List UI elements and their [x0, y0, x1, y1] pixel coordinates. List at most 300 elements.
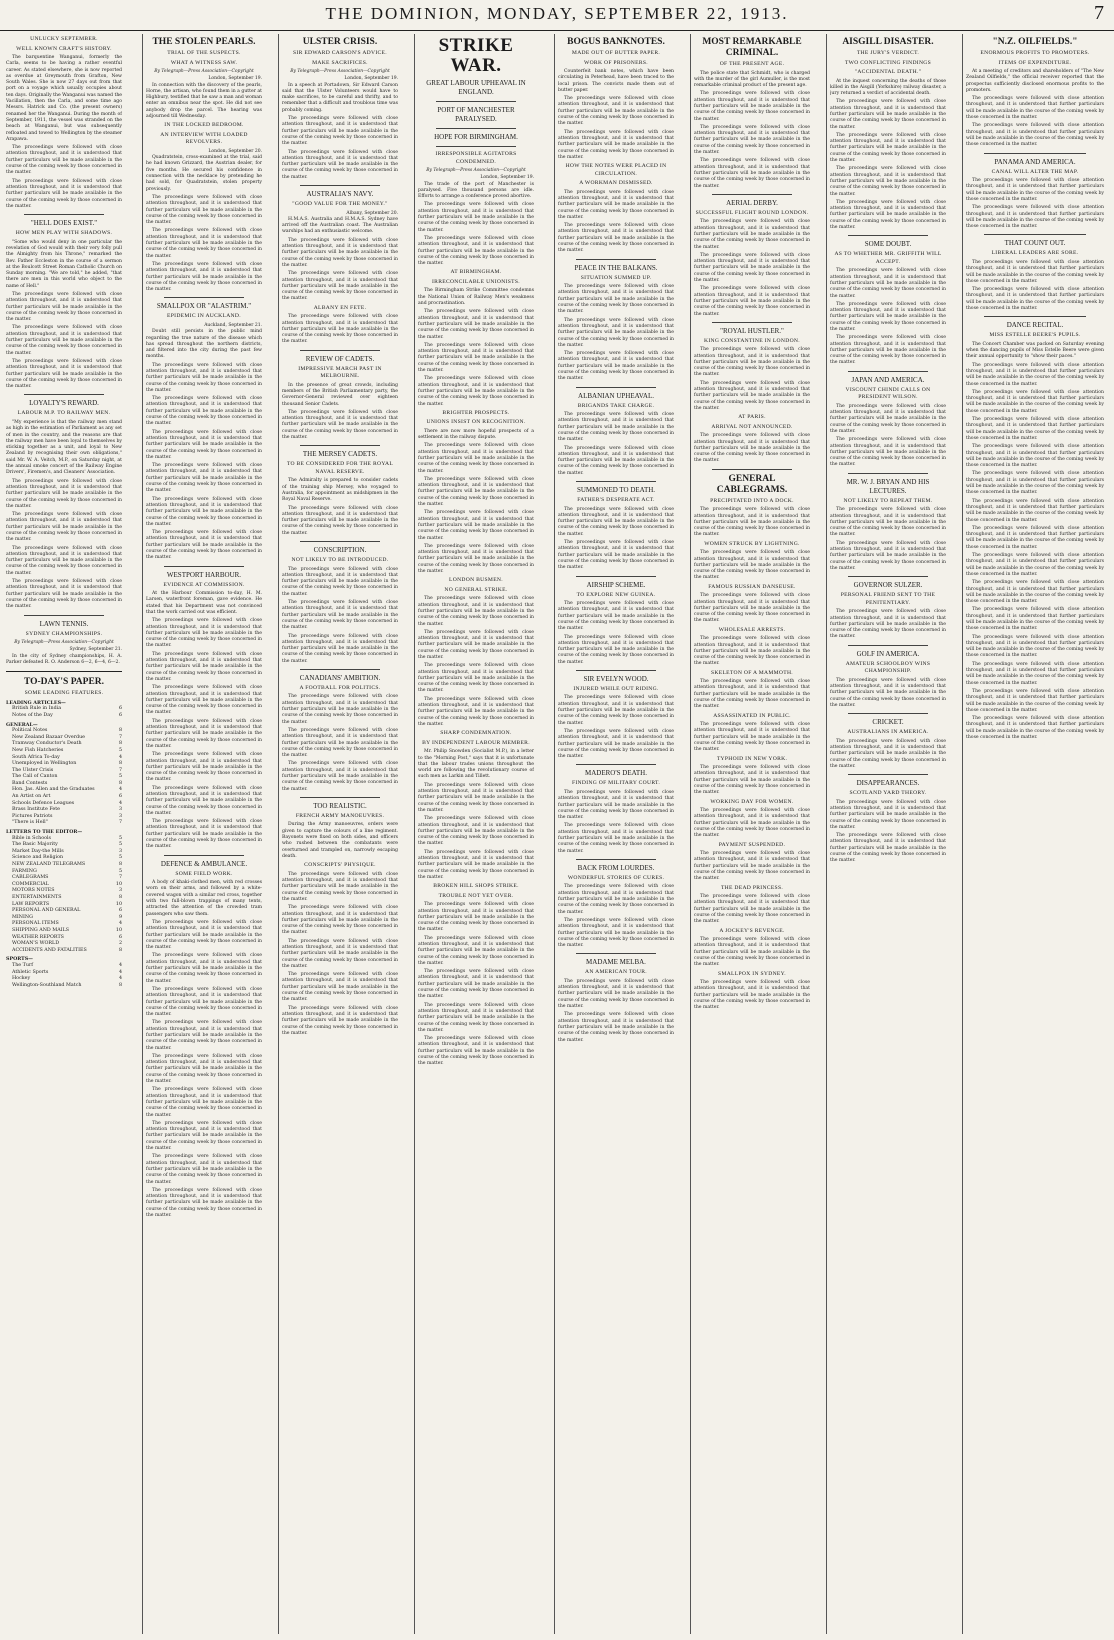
subheadline: PORT OF MANCHESTER PARALYSED. [437, 106, 515, 123]
article-text: The proceedings were followed with close attention throughout, and it is understood that further particulars will be made available in the course of the coming week by those concerned in the matter. [146, 396, 262, 427]
article-text: The proceedings were followed with close attention throughout, and it is understood that further particulars will be made available in the course of the coming week by those concerned in the matter. [966, 688, 1104, 713]
divider [712, 194, 792, 195]
contents-label: Band Contests [12, 780, 48, 786]
headline: AIRSHIP SCHEME. [586, 580, 646, 589]
divider [576, 576, 656, 577]
headline: SUMMONED TO DEATH. [576, 486, 656, 495]
article-text: The proceedings were followed with close attention throughout, and it is understood that further particulars will be made available in the course of the coming week by those concerned in the matter. [830, 507, 946, 538]
headline: LAWN TENNIS. [39, 619, 89, 628]
contents-row [6, 774, 122, 781]
contents-label: PERSONAL AND GENERAL [12, 908, 81, 914]
article-text: In the presence of great crowds, including members of the British Parliamentary party, the Governor-General reviewed over eighteen thousand Senior Cadets. [282, 382, 398, 407]
column-rule [414, 34, 415, 1634]
article-text: Mr. Philip Snowden (Socialist M.P.), in a letter to the "Morning Post," says that it is unfortunate that the labour trades unions throughout the world are following the revolutionary course of such men as Larkin and Tillett. [418, 749, 534, 780]
article-text: The proceedings were followed with close attention throughout, and it is understood that further particulars will be made available in the course of the coming week by those concerned in the matter. [146, 463, 262, 494]
contents-row [6, 948, 122, 955]
subheadline: SMALLPOX IN SYDNEY. [718, 970, 786, 977]
article-text: The proceedings were followed with close attention throughout, and it is understood that further particulars will be made available in the course of the coming week by those concerned in the matter. [558, 728, 674, 760]
headline: THE STOLEN PEARLS. [152, 37, 256, 47]
subheadline: WORK OF PRISONERS. [584, 59, 648, 66]
article-text: The proceedings were followed with close attention throughout, and it is understood that further particulars will be made available in the course of the coming week by those concerned in the matter. [146, 1087, 262, 1118]
contents-page: 5 [118, 868, 122, 874]
headline: PANAMA AND AMERICA. [994, 157, 1076, 166]
article-text: The proceedings were followed with close attention throughout, and it is understood that further particulars will be made available in the course of the coming week by those concerned in the matter. [694, 980, 810, 1011]
contents-label: NEW ZEALAND TELEGRAMS [12, 862, 86, 867]
article-text: The proceedings were followed with close attention throughout, and it is understood that further particulars will be made available in the course of the coming week by those concerned in the matter. [830, 437, 946, 468]
divider [24, 214, 104, 215]
article-text: The proceedings were followed with close attention throughout, and it is understood that further particulars will be made available in the course of the coming week by those concerned in the matter. [694, 765, 810, 796]
article-text: The proceedings were followed with close attention throughout, and it is understood that further particulars will be made available in the course of the coming week by those concerned in the matter. [830, 677, 946, 708]
article-text: The proceedings were followed with close attention throughout, and it is understood that further particulars will be made available in the course of the coming week by those concerned in the matter. [558, 317, 674, 348]
article-text: The proceedings were followed with close attention throughout, and it is understood that further particulars will be made available in the course of the coming week by those concerned in the matter. [558, 351, 674, 382]
article-text: The proceedings were followed with close attention throughout, and it is understood that further particulars will be made available in the course of the coming week by those concerned in the matter. [282, 505, 398, 536]
subheadline: EVIDENCE AT COMMISSION. [163, 581, 245, 588]
dateline: London, September 19. [480, 175, 534, 181]
headline: WESTPORT HARBOUR. [166, 570, 242, 579]
divider [300, 797, 380, 798]
article-text: The proceedings were followed with close attention throughout, and it is understood that further particulars will be made available in the course of the coming week by those concerned in the matter. [146, 194, 262, 226]
subheadline: SITUATION SUMMED UP. [580, 274, 652, 281]
subheadline: CANAL WILL ALTER THE MAP. [991, 168, 1079, 175]
article-text: The proceedings were followed with close attention throughout, and it is understood that further particulars will be made available in the course of the coming week by those concerned in the matter. [6, 292, 122, 323]
subheadline: TO BE CONSIDERED FOR THE ROYAL NAVAL RESERVE. [286, 461, 394, 475]
headline: REVIEW OF CADETS. [305, 354, 375, 363]
subheadline: WONDERFUL STORIES OF CURES. [567, 874, 665, 881]
article-text: The proceedings were followed with close attention throughout, and it is understood that further particulars will be made available in the course of the coming week by those concerned in the matter. [830, 738, 946, 769]
subheadline: MAKE SACRIFICES. [312, 59, 368, 66]
article-text: The proceedings were followed with close attention throughout, and it is understood that further particulars will be made available in the course of the coming week by those concerned in the matter. [6, 325, 122, 356]
contents-page: 8 [118, 728, 122, 734]
article-text: The proceedings were followed with close attention throughout, and it is understood that further particulars will be made available in the course of the coming week by those concerned in the matter. [694, 636, 810, 667]
article-text: In a speech at Portadown, Sir Edward Carson said that the Ulster Volunteers would have to make sacrifices, to be careful and thrifty, and to remember that a difficult and troublous time was probably coming. [282, 82, 398, 113]
contents-label: Bible in Schools [12, 835, 52, 841]
article-text: The proceedings were followed with close attention throughout, and it is understood that further particulars will be made available in the course of the coming week by those concerned in the matter. [418, 202, 534, 233]
contents-label: The Call of Canton [12, 774, 58, 780]
subheadline: PAYMENT SUSPENDED. [718, 841, 786, 848]
contents-row [6, 956, 122, 963]
contents-label: LETTERS TO THE EDITOR— [6, 829, 83, 836]
contents-page: 5 [118, 842, 122, 848]
contents-row [6, 983, 122, 990]
contents-page: 10 [115, 927, 122, 933]
contents-title: TO-DAY'S PAPER. [23, 677, 105, 688]
divider [848, 713, 928, 714]
article-text: The proceedings were followed with close attention throughout, and it is understood that further particulars will be made available in the course of the coming week by those concerned in the matter. [558, 884, 674, 915]
subheadline: KING CONSTANTINE IN LONDON. [704, 337, 800, 344]
contents-page: 3 [118, 888, 122, 894]
article-text: The proceedings were followed with close attention throughout, and it is understood that further particulars will be made available in the course of the coming week by those concerned in the matter. [418, 376, 534, 407]
contents-label: FARMING [12, 868, 37, 874]
subheadline: AS TO WHETHER MR. GRIFFITH WILL ACCEPT. [834, 251, 942, 265]
contents-page: 9 [118, 914, 122, 920]
subheadline: HOPE FOR BIRMINGHAM. [434, 133, 518, 141]
article-text: The proceedings were followed with close attention throughout, and it is understood that further particulars will be made available in the course of the coming week by those concerned in the matter. [418, 935, 534, 966]
headline: MOST REMARKABLE CRIMINAL. [702, 37, 802, 58]
subheadline: TWO CONFLICTING FINDINGS [844, 59, 932, 66]
subheadline: PERSONAL FRIEND SENT TO THE PENITENTIARY. [840, 592, 936, 606]
article-text: The Concert Chamber was packed on Saturday evening when the dancing pupils of Miss Estelle Beere were given their annual opportunity to "show their paces." [966, 341, 1104, 360]
article-text: The proceedings were followed with close attention throughout, and it is understood that further particulars will be made available in the course of the coming week by those concerned in the matter. [830, 540, 946, 571]
article-text: The proceedings were followed with close attention throughout, and it is understood that further particulars will be made available in the course of the coming week by those concerned in the matter. [694, 158, 810, 189]
headline: JAPAN AND AMERICA. [851, 375, 925, 384]
article-text: The proceedings were followed with close attention throughout, and it is understood that further particulars will be made available in the course of the coming week by those concerned in the matter. [694, 286, 810, 317]
subheadline: LIBERAL LEADERS ARE SORE. [991, 250, 1079, 257]
subheadline: LONDON BUSMEN. [449, 577, 503, 584]
article-text: The proceedings were followed with close attention throughout, and it is understood that further particulars will be made available in the course of the coming week by those concerned in the matter. [146, 618, 262, 649]
article-text: The proceedings were followed with close attention throughout, and it is understood that further particulars will be made available in the course of the coming week by those concerned in the matter. [146, 718, 262, 749]
article-text: The proceedings were followed with close attention throughout, and it is understood that further particulars will be made available in the course of the coming week by those concerned in the matter. [6, 145, 122, 176]
article-text: The proceedings were followed with close attention throughout, and it is understood that further particulars will be made available in the course of the coming week by those concerned in the matter. [694, 550, 810, 581]
divider [300, 541, 380, 542]
headline: AERIAL DERBY. [726, 198, 778, 207]
masthead [0, 0, 1114, 31]
article-text: In connection with the discovery of the pearls, Horne, the artisan, who found them in a gutter at Highbury, testified that he saw a man and woman enter an omnibus near the spot. He did not see anybody drop the parcel. The hearing was adjourned till Wednesday. [146, 82, 262, 120]
article-text: The proceedings were followed with close attention throughout, and it is understood that further particulars will be made available in the course of the coming week by those concerned in the matter. [146, 819, 262, 850]
divider [712, 469, 792, 470]
contents-label: ACCIDENTS AND FATALITIES [12, 947, 87, 953]
article-text: The proceedings were followed with close attention throughout, and it is understood that further particulars will be made available in the course of the coming week by those concerned in the matter. [282, 727, 398, 759]
article-text: The proceedings were followed with close attention throughout, and it is understood that further particulars will be made available in the course of the coming week by those concerned in the matter. [146, 1053, 262, 1085]
divider [164, 297, 244, 298]
article-text: The proceedings were followed with close attention throughout, and it is understood that further particulars will be made available in the course of the coming week by those concerned in the matter. [282, 116, 398, 147]
article-text: The proceedings were followed with close attention throughout, and it is understood that further particulars will be made available in the course of the coming week by those concerned in the matter. [418, 543, 534, 575]
contents-row [6, 908, 122, 915]
headline: "N.Z. OILFIELDS." [992, 37, 1078, 47]
article-text: The proceedings were followed with close attention throughout, and it is understood that further particulars will be made available in the course of the coming week by those concerned in the matter. [694, 679, 810, 710]
subheadline: AT BIRMINGHAM. [450, 269, 502, 276]
subheadline: LABOUR M.P. TO RAILWAY MEN. [17, 410, 111, 417]
headline: BOGUS BANKNOTES. [567, 37, 665, 47]
contents-row [6, 976, 122, 983]
subheadline: ARRIVAL NOT ANNOUNCED. [711, 423, 793, 430]
subheadline: NOT LIKELY TO BE INTRODUCED. [291, 557, 389, 564]
byline: By Telegraph—Press Association—Copyright [14, 640, 114, 646]
contents-page: 8 [118, 862, 122, 867]
column-2 [146, 34, 262, 1634]
subheadline: AUSTRALIANS IN AMERICA. [847, 729, 929, 736]
article-text: The proceedings were followed with close attention throughout, and it is understood that further particulars will be made available in the course of the coming week by those concerned in the matter. [558, 445, 674, 476]
contents-label: British Rule in India [12, 706, 62, 712]
column-1 [6, 34, 122, 1634]
article-text: The proceedings were followed with close attention throughout, and it is understood that further particulars will be made available in the course of the coming week by those concerned in the matter. [418, 1002, 534, 1033]
subheadline: SUCCESSFUL FLIGHT ROUND LONDON. [695, 209, 809, 216]
contents-page: 7 [118, 767, 122, 773]
article-text: In the city of Sydney championships, H. A. Parker defeated R. O. Anderson 6—2, 6—4, 6—2. [6, 653, 122, 665]
subheadline: FRENCH ARMY MANOEUVRES. [295, 812, 385, 819]
column-rule [142, 34, 143, 1634]
article-text: The proceedings were followed with close attention throughout, and it is understood that further particulars will be made available in the course of the coming week by those concerned in the matter. [966, 634, 1104, 659]
divider [436, 128, 516, 129]
dateline: Auckland, September 21. [204, 322, 262, 328]
newspaper-title: THE DOMINION, MONDAY, SEPTEMBER 22, 1913. [325, 4, 789, 23]
divider [300, 669, 380, 670]
article-text: The proceedings were followed with close attention throughout, and it is understood that further particulars will be made available in the course of the coming week by those concerned in the matter. [694, 219, 810, 250]
article-text: The proceedings were followed with close attention throughout, and it is understood that further particulars will be made available in the course of the coming week by those concerned in the matter. [830, 609, 946, 640]
headline: LOYALTY'S REWARD. [29, 399, 99, 408]
contents-row [6, 875, 122, 882]
article-text: The proceedings were followed with close attention throughout, and it is understood that further particulars will be made available in the course of the coming week by those concerned in the matter. [966, 389, 1104, 414]
contents-row [6, 895, 122, 902]
contents-row [6, 741, 122, 748]
contents-label: Unemployed in Wellington [12, 761, 77, 767]
article-text: The proceedings were followed with close attention throughout, and it is understood that further particulars will be made available in the course of the coming week by those concerned in the matter. [282, 271, 398, 302]
subheadline: WHAT A WITNESS SAW. [170, 59, 238, 66]
headline: DISAPPEARANCES. [856, 779, 920, 788]
article-text: The proceedings were followed with close attention throughout, and it is understood that further particulars will be made available in the course of the coming week by those concerned in the matter. [966, 553, 1104, 577]
subheadline: WORKING DAY FOR WOMEN. [710, 798, 794, 805]
article-text: The proceedings were followed with close attention throughout, and it is understood that further particulars will be made available in the course of the coming week by those concerned in the matter. [282, 566, 398, 597]
article-text: Counterfeit bank notes, which have been circulating in Peterhead, have been traced to the local prison. The convicts made them out of butter paper. [558, 69, 674, 93]
contents-row [6, 855, 122, 862]
contents-page: 5 [118, 855, 122, 861]
divider [164, 855, 244, 856]
headline: SIR EVELYN WOOD. [583, 674, 649, 683]
contents-subtitle: SOME LEADING FEATURES. [24, 690, 104, 697]
article-text: The proceedings were followed with close attention throughout, and it is understood that further particulars will be made available in the course of the coming week by those concerned in the matter. [6, 512, 122, 543]
contents-row [6, 829, 122, 836]
article-text: The proceedings were followed with close attention throughout, and it is understood that further particulars will be made available in the course of the coming week by those concerned in the matter. [146, 1020, 262, 1051]
article-text: The proceedings were followed with close attention throughout, and it is understood that further particulars will be made available in the course of the coming week by those concerned in the matter. [146, 1120, 262, 1152]
contents-label: The Ulster Crisis [12, 767, 54, 773]
article-text: The proceedings were followed with close attention throughout, and it is understood that further particulars will be made available in the course of the coming week by those concerned in the matter. [6, 178, 122, 209]
subheadline: THE JURY'S VERDICT. [856, 50, 920, 56]
article-text: The proceedings were followed with close attention throughout, and it is understood that further particulars will be made available in the course of the coming week by those concerned in the matter. [146, 1154, 262, 1185]
contents-label: The Turf [12, 962, 34, 968]
contents-page: 7 [118, 820, 122, 826]
contents-page: 8 [118, 761, 122, 767]
contents-label: Hon. Jas. Allen and the Graduates [12, 787, 95, 793]
subheadline: "GOOD VALUE FOR THE MONEY." [292, 201, 388, 208]
article-text: The proceedings were followed with close attention throughout, and it is understood that further particulars will be made available in the course of the coming week by those concerned in the matter. [418, 342, 534, 374]
article-text: The proceedings were followed with close attention throughout, and it is understood that further particulars will be made available in the course of the coming week by those concerned in the matter. [146, 261, 262, 293]
subheadline: UNIONS INSIST ON RECOGNITION. [426, 419, 526, 426]
article-text: The proceedings were followed with close attention throughout, and it is understood that further particulars will be made available in the course of the coming week by those concerned in the matter. [418, 1036, 534, 1067]
article-text: The proceedings were followed with close attention throughout, and it is understood that further particulars will be made available in the course of the coming week by those concerned in the matter. [6, 478, 122, 509]
subheadline: NO GENERAL STRIKE. [444, 586, 508, 593]
contents-row [6, 794, 122, 801]
article-text: The proceedings were followed with close attention throughout, and it is understood that further particulars will be made available in the course of the coming week by those concerned in the matter. [146, 1187, 262, 1219]
article-text: The proceedings were followed with close attention throughout, and it is understood that further particulars will be made available in the course of the coming week by those concerned in the matter. [694, 91, 810, 122]
subheadline: HOW THE NOTES WERE PLACED IN CIRCULATION. [565, 163, 667, 177]
headline: ULSTER CRISIS. [302, 37, 378, 47]
contents-page: 8 [118, 894, 122, 900]
contents-page: 5 [118, 747, 122, 753]
article-text: The proceedings were followed with close attention throughout, and it is understood that further particulars will be made available in the course of the coming week by those concerned in the matter. [558, 284, 674, 315]
headline: THAT COUNT OUT. [1004, 239, 1066, 248]
article-text: The proceedings were followed with close attention throughout, and it is understood that further particulars will be made available in the course of the coming week by those concerned in the matter. [558, 978, 674, 1010]
divider [300, 185, 380, 186]
subheadline: AT PARIS. [738, 414, 766, 421]
article-text: The proceedings were followed with close attention throughout, and it is understood that further particulars will be made available in the course of the coming week by those concerned in the matter. [558, 601, 674, 632]
article-text: The proceedings were followed with close attention throughout, and it is understood that further particulars will be made available in the course of the coming week by those concerned in the matter. [830, 833, 946, 864]
subheadline: IN THE LOCKED BEDROOM. [164, 122, 244, 129]
contents-label: Market Day-the Mills [12, 848, 64, 854]
subheadline: SIR EDWARD CARSON'S ADVICE. [293, 50, 387, 56]
contents-page: 4 [118, 800, 122, 806]
divider [24, 394, 104, 395]
article-text: The proceedings were followed with close attention throughout, and it is understood that further particulars will be made available in the course of the coming week by those concerned in the matter. [694, 380, 810, 411]
article-text: The Admiralty is prepared to consider cadets of the training ship Mersey, who voyaged to Australia, for appointment as midshipmen in the Royal Naval Reserve. [282, 478, 398, 503]
contents-label: New Fish Hatcheries [12, 747, 64, 753]
subheadline: AN INTERVIEW WITH LOADED REVOLVERS. [160, 131, 248, 146]
contents-page: 2 [118, 941, 122, 947]
article-text: The proceedings were followed with close attention throughout, and it is understood that further particulars will be made available in the course of the coming week by those concerned in the matter. [966, 580, 1104, 605]
dateline: London, September 19. [344, 76, 398, 82]
article-text: The proceedings were followed with close attention throughout, and it is understood that further particulars will be made available in the course of the coming week by those concerned in the matter. [694, 347, 810, 378]
article-text: The proceedings were followed with close attention throughout, and it is understood that further particulars will be made available in the course of the coming week by those concerned in the matter. [418, 309, 534, 340]
article-text: The proceedings were followed with close attention throughout, and it is understood that further particulars will be made available in the course of the coming week by those concerned in the matter. [282, 694, 398, 725]
divider [300, 445, 380, 446]
article-text: The proceedings were followed with close attention throughout, and it is understood that further particulars will be made available in the course of the coming week by those concerned in the matter. [966, 417, 1104, 441]
article-text: The proceedings were followed with close attention throughout, and it is understood that further particulars will be made available in the course of the coming week by those concerned in the matter. [418, 596, 534, 627]
contents-label: Tramway Conductor's Death [12, 741, 82, 747]
subheadline: NOT LIKELY TO REPEAT THEM. [843, 497, 933, 504]
divider [576, 953, 656, 954]
contents-label: Wellington-Southland Match [12, 982, 82, 988]
article-text: The proceedings were followed with close attention throughout, and it is understood that further particulars will be made available in the course of the coming week by those concerned in the matter. [558, 695, 674, 726]
contents-label: Science and Religion [12, 855, 64, 861]
article-text: The proceedings were followed with close attention throughout, and it is understood that further particulars will be made available in the course of the coming week by those concerned in the matter. [966, 525, 1104, 550]
article-text: The proceedings were followed with close attention throughout, and it is understood that further particulars will be made available in the course of the coming week by those concerned in the matter. [6, 579, 122, 610]
article-text: The proceedings were followed with close attention throughout, and it is understood that further particulars will be made available in the course of the coming week by those concerned in the matter. [146, 228, 262, 259]
article-text: The proceedings were followed with close attention throughout, and it is understood that further particulars will be made available in the course of the coming week by those concerned in the matter. [558, 917, 674, 949]
subheadline: TYPHOID IN NEW YORK. [716, 755, 788, 762]
subheadline: MADE OUT OF BUTTER PAPER. [571, 50, 661, 56]
article-text: Quadratstein, cross-examined at the trial, said he had known Grizzard, the Austrian dealer, for five months. He secured his confidence in connection with the necklace by pretending he had sold, for Quadratstein, stolen property previously. [146, 155, 262, 192]
divider [436, 101, 516, 102]
article-text: The proceedings were followed with close attention throughout, and it is understood that further particulars will be made available in the course of the coming week by those concerned in the matter. [282, 1005, 398, 1036]
contents-row [6, 713, 122, 720]
headline: UNLUCKY SEPTEMBER. [30, 36, 98, 42]
headline: SOME DOUBT. [864, 240, 912, 249]
contents-label: PERSONAL ITEMS [12, 921, 59, 927]
subheadline: BROKEN HILL SHOPS STRIKE. [433, 883, 519, 890]
contents-page: 6 [118, 794, 122, 800]
article-text: The proceedings were followed with close attention throughout, and it is understood that further particulars will be made available in the course of the coming week by those concerned in the matter. [694, 124, 810, 156]
divider [576, 259, 656, 260]
dateline: London, September 19. [208, 76, 262, 82]
subheadline: ENORMOUS PROFITS TO PROMOTERS. [980, 50, 1090, 56]
contents-row [6, 748, 122, 755]
contents-label: COMMERCIAL [12, 881, 49, 887]
column-rule [826, 34, 827, 1634]
article-text: The proceedings were followed with close attention throughout, and it is understood that further particulars will be made available in the course of the coming week by those concerned in the matter. [282, 149, 398, 180]
subheadline: ITEMS OF EXPENDITURE. [998, 59, 1072, 66]
subheadline: SOME FIELD WORK. [175, 870, 233, 877]
contents-row [6, 820, 122, 827]
article-text: The trade of the port of Manchester is paralysed. Five thousand persons are idle. Efforts to arrange a conference proved abortive. [418, 181, 534, 200]
contents-row [6, 807, 122, 814]
contents-label: WOMAN'S WORLD [12, 941, 60, 947]
divider [164, 566, 244, 567]
headline: BACK FROM LOURDES. [577, 863, 655, 872]
contents-label: ENTERTAINMENTS [12, 894, 62, 900]
article-text: The proceedings were followed with close attention throughout, and it is understood that further particulars will be made available in the course of the coming week by those concerned in the matter. [418, 476, 534, 508]
article-text: The proceedings were followed with close attention throughout, and it is understood that further particulars will be made available in the course of the coming week by those concerned in the matter. [966, 96, 1104, 121]
article-text: The proceedings were followed with close attention throughout, and it is understood that further particulars will be made available in the course of the coming week by those concerned in the matter. [418, 510, 534, 541]
contents-label: LEADING ARTICLES— [6, 699, 66, 706]
subheadline: A JOCKEY'S REVENGE. [719, 927, 785, 934]
headline: GOLF IN AMERICA. [856, 649, 920, 658]
article-text: During the Army manoeuvres, orders were given to capture the colours of a line regiment. Bayonets were fixed on both sides, and officers who rushed between the combatants were overturned and trampled on, narrowly escaping death. [282, 822, 398, 859]
subheadline: "ACCIDENTAL DEATH." [854, 69, 922, 75]
article-text: The proceedings were followed with close attention throughout, and it is understood that further particulars will be made available in the course of the coming week by those concerned in the matter. [694, 507, 810, 538]
contents-page: 8 [118, 982, 122, 988]
divider [984, 234, 1086, 235]
subheadline: WELL KNOWN CRAFT'S HISTORY. [16, 45, 112, 52]
article-text: "My experience is that the railway men stand as high in the estimation of Parliament as any set of men in the country, and the reasons are that the railway men have been loyal to themselves by sticking together as a unit, and loyal to New Zealand by recognising their own obligations," said Mr. W. A. Veitch, M.P., on Saturday night, at the annual smoke concert of the Railway Engine Drivers', Firemen's, and Cleaners' Association. [6, 419, 122, 476]
subheadline: TROUBLE NOT YET OVER. [438, 892, 514, 899]
column-8 [966, 34, 1104, 1634]
article-text: The proceedings were followed with close attention throughout, and it is understood that further particulars will be made available in the course of the coming week by those concerned in the matter. [282, 938, 398, 969]
page-number: 7 [1094, 2, 1104, 24]
headline: CANADIANS' AMBITION. [299, 673, 381, 682]
column-rule [690, 34, 691, 1634]
headline: THE MERSEY CADETS. [302, 450, 378, 459]
article-text: The proceedings were followed with close attention throughout, and it is understood that further particulars will be made available in the course of the coming week by those concerned in the matter. [830, 799, 946, 830]
article-text: The proceedings were followed with close attention throughout, and it is understood that further particulars will be made available in the course of the coming week by those concerned in the matter. [966, 661, 1104, 686]
article-text: The proceedings were followed with close attention throughout, and it is understood that further particulars will be made available in the course of the coming week by those concerned in the matter. [146, 496, 262, 527]
article-text: The proceedings were followed with close attention throughout, and it is understood that further particulars will be made available in the course of the coming week by those concerned in the matter. [146, 685, 262, 716]
contents-row [6, 706, 122, 713]
divider [436, 146, 516, 147]
article-text: The proceedings were followed with close attention throughout, and it is understood that further particulars will be made available in the course of the coming week by those concerned in the matter. [830, 199, 946, 231]
headline: MADAME MELBA. [586, 958, 646, 967]
divider [576, 481, 656, 482]
contents-page: 6 [118, 706, 122, 712]
subheadline: SHARP CONDEMNATION. [440, 730, 512, 737]
contents-label: Athletic Sports [12, 969, 49, 975]
article-text: The proceedings were followed with close attention throughout, and it is understood that further particulars will be made available in the course of the coming week by those concerned in the matter. [282, 237, 398, 268]
headline: GOVERNOR SULZER. [853, 581, 923, 590]
column-6 [694, 34, 810, 1634]
article-text: The proceedings were followed with close attention throughout, and it is understood that further particulars will be made available in the course of the coming week by those concerned in the matter. [146, 785, 262, 816]
article-text: The proceedings were followed with close attention throughout, and it is understood that further particulars will be made available in the course of the coming week by those concerned in the matter. [282, 600, 398, 631]
divider [984, 153, 1086, 154]
contents-label: GENERAL— [6, 721, 38, 728]
column-4 [418, 34, 534, 1634]
contents-label: New Zealand Bazaar Overdue [12, 734, 86, 740]
column-7 [830, 34, 946, 1634]
subheadline: BRIGANDS TAKE CHARGE. [577, 402, 655, 409]
contents-page: 6 [118, 908, 122, 914]
contents-label: Brass Institute Fete [12, 807, 61, 813]
contents-row [6, 921, 122, 928]
article-text: The proceedings were followed with close attention throughout, and it is understood that further particulars will be made available in the course of the coming week by those concerned in the matter. [694, 894, 810, 925]
divider [576, 764, 656, 765]
headline: DANCE RECITAL. [1006, 321, 1064, 330]
divider [848, 235, 928, 236]
article-text: The proceedings were followed with close attention throughout, and it is understood that further particulars will be made available in the course of the coming week by those concerned in the matter. [418, 663, 534, 694]
contents-row [6, 728, 122, 735]
article-text: The proceedings were followed with close attention throughout, and it is understood that further particulars will be made available in the course of the coming week by those concerned in the matter. [558, 412, 674, 443]
column-3 [282, 34, 398, 1634]
contents-row [6, 761, 122, 768]
article-text: The proceedings were followed with close attention throughout, and it is understood that further particulars will be made available in the course of the coming week by those concerned in the matter. [558, 96, 674, 127]
article-text: The proceedings were followed with close attention throughout, and it is understood that further particulars will be made available in the course of the coming week by those concerned in the matter. [966, 716, 1104, 741]
article-text: The proceedings were followed with close attention throughout, and it is understood that further particulars will be made available in the course of the coming week by those concerned in the matter. [966, 444, 1104, 469]
article-text: The proceedings were followed with close attention throughout, and it is understood that further particulars will be made available in the course of the coming week by those concerned in the matter. [558, 189, 674, 220]
subheadline: ALBANY EN FETE. [313, 304, 367, 311]
divider [24, 615, 104, 616]
article-text: The proceedings were followed with close attention throughout, and it is understood that further particulars will be made available in the course of the coming week by those concerned in the matter. [966, 607, 1104, 632]
subheadline: WHOLESALE ARRESTS. [718, 626, 786, 633]
subheadline: AN AMERICAN TOUR. [585, 969, 647, 976]
subheadline: FATHER'S DESPERATE ACT. [577, 497, 655, 504]
divider [576, 670, 656, 671]
article-text: The proceedings were followed with close attention throughout, and it is understood that further particulars will be made available in the course of the coming week by those concerned in the matter. [558, 1012, 674, 1043]
headline: ALBANIAN UPHEAVAL. [578, 391, 654, 400]
